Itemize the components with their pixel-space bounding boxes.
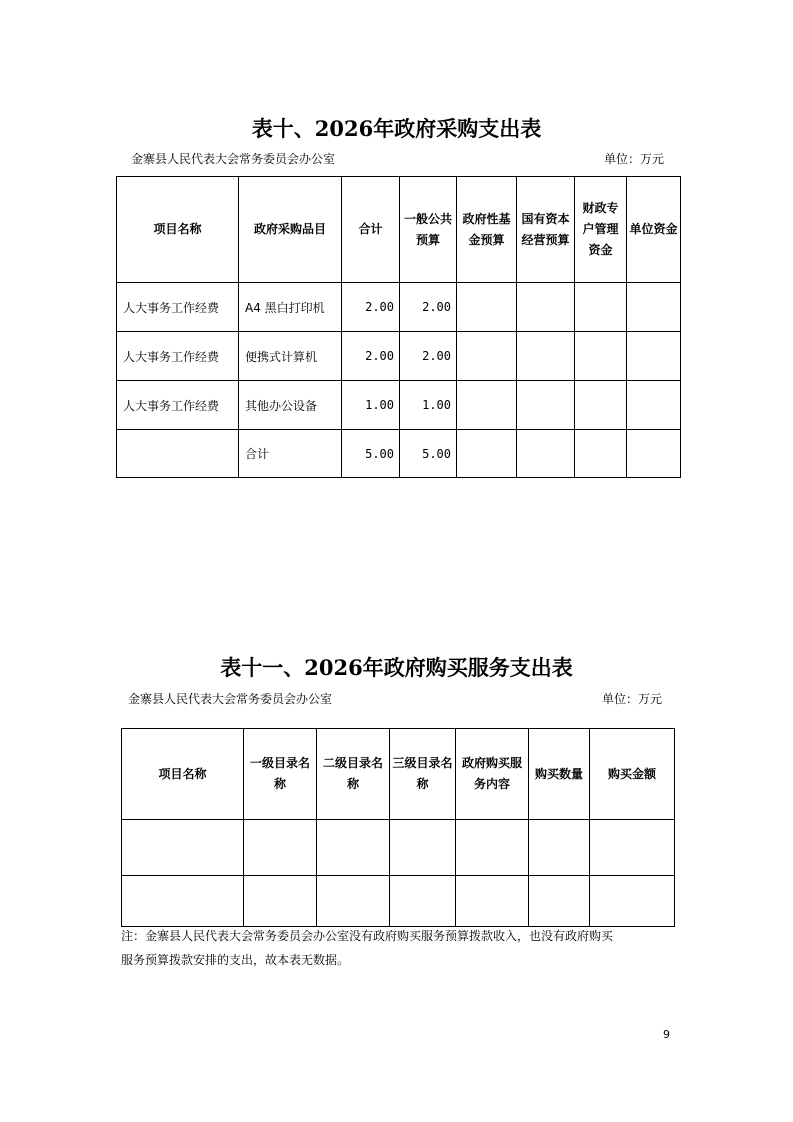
cell-project: 人大事务工作经费 xyxy=(117,283,239,332)
table11-header-row xyxy=(122,729,675,820)
header-level3-catalog: 三级目录名称 xyxy=(390,729,456,820)
header-special-account-fund: 财政专户管理资金 xyxy=(575,177,627,283)
cell-total: 5.00 xyxy=(342,430,400,478)
cell-empty xyxy=(590,876,675,927)
cell-total: 1.00 xyxy=(342,381,400,430)
procurement-table xyxy=(116,176,681,478)
cell-project xyxy=(117,430,239,478)
header-level1-catalog: 一级目录名称 xyxy=(244,729,317,820)
table-row xyxy=(122,820,675,876)
cell-sum-label: 合计 xyxy=(239,430,342,478)
header-project-name: 项目名称 xyxy=(122,729,244,820)
cell-empty xyxy=(627,430,681,478)
table10-unit-org: 金寨县人民代表大会常务委员会办公室 xyxy=(131,152,336,166)
cell-empty xyxy=(457,381,517,430)
cell-empty xyxy=(317,876,390,927)
table10-title: 表十、2026年政府采购支出表 xyxy=(251,116,542,141)
cell-empty xyxy=(517,381,575,430)
table-row xyxy=(117,332,681,381)
header-service-content: 政府购买服务内容 xyxy=(456,729,529,820)
cell-empty xyxy=(517,430,575,478)
cell-empty xyxy=(575,332,627,381)
table10-header-row xyxy=(117,177,681,283)
table-sum-row xyxy=(117,430,681,478)
header-general-budget: 一般公共预算 xyxy=(400,177,457,283)
cell-project: 人大事务工作经费 xyxy=(117,381,239,430)
header-state-capital-budget: 国有资本经营预算 xyxy=(517,177,575,283)
cell-empty xyxy=(122,820,244,876)
cell-total: 2.00 xyxy=(342,283,400,332)
table11-unit-org: 金寨县人民代表大会常务委员会办公室 xyxy=(128,692,333,706)
cell-empty xyxy=(575,381,627,430)
cell-item: A4 黑白打印机 xyxy=(239,283,342,332)
header-project-name: 项目名称 xyxy=(117,177,239,283)
cell-empty xyxy=(390,820,456,876)
note-line-1: 注：金寨县人民代表大会常务委员会办公室没有政府购买服务预算拨款收入，也没有政府购买 xyxy=(121,929,614,943)
cell-project: 人大事务工作经费 xyxy=(117,332,239,381)
cell-empty xyxy=(575,283,627,332)
cell-general: 5.00 xyxy=(400,430,457,478)
cell-empty xyxy=(529,876,590,927)
cell-empty xyxy=(517,283,575,332)
cell-empty xyxy=(244,820,317,876)
table-row xyxy=(122,876,675,927)
cell-general: 1.00 xyxy=(400,381,457,430)
cell-empty xyxy=(457,283,517,332)
header-level2-catalog: 二级目录名称 xyxy=(317,729,390,820)
cell-empty xyxy=(627,283,681,332)
cell-empty xyxy=(457,430,517,478)
cell-empty xyxy=(244,876,317,927)
cell-empty xyxy=(517,332,575,381)
cell-empty xyxy=(456,820,529,876)
cell-empty xyxy=(627,332,681,381)
cell-empty xyxy=(590,820,675,876)
cell-empty xyxy=(457,332,517,381)
header-total: 合计 xyxy=(342,177,400,283)
table-row xyxy=(117,381,681,430)
table11-title: 表十一、2026年政府购买服务支出表 xyxy=(220,655,573,680)
table-row xyxy=(117,283,681,332)
service-purchase-table xyxy=(121,728,675,927)
cell-empty xyxy=(627,381,681,430)
header-unit-fund: 单位资金 xyxy=(627,177,681,283)
header-fund-budget: 政府性基金预算 xyxy=(457,177,517,283)
cell-empty xyxy=(456,876,529,927)
cell-empty xyxy=(529,820,590,876)
note-line-2: 服务预算拨款安排的支出，故本表无数据。 xyxy=(121,953,350,967)
cell-empty xyxy=(575,430,627,478)
cell-general: 2.00 xyxy=(400,332,457,381)
table11-unit-label: 单位：万元 xyxy=(602,692,663,706)
header-purchase-quantity: 购买数量 xyxy=(529,729,590,820)
header-procurement-item: 政府采购品目 xyxy=(239,177,342,283)
cell-empty xyxy=(390,876,456,927)
cell-item: 便携式计算机 xyxy=(239,332,342,381)
cell-item: 其他办公设备 xyxy=(239,381,342,430)
table10-unit-label: 单位：万元 xyxy=(604,152,665,166)
cell-empty xyxy=(317,820,390,876)
cell-total: 2.00 xyxy=(342,332,400,381)
cell-empty xyxy=(122,876,244,927)
page-number: 9 xyxy=(663,1028,670,1041)
header-purchase-amount: 购买金额 xyxy=(590,729,675,820)
cell-general: 2.00 xyxy=(400,283,457,332)
